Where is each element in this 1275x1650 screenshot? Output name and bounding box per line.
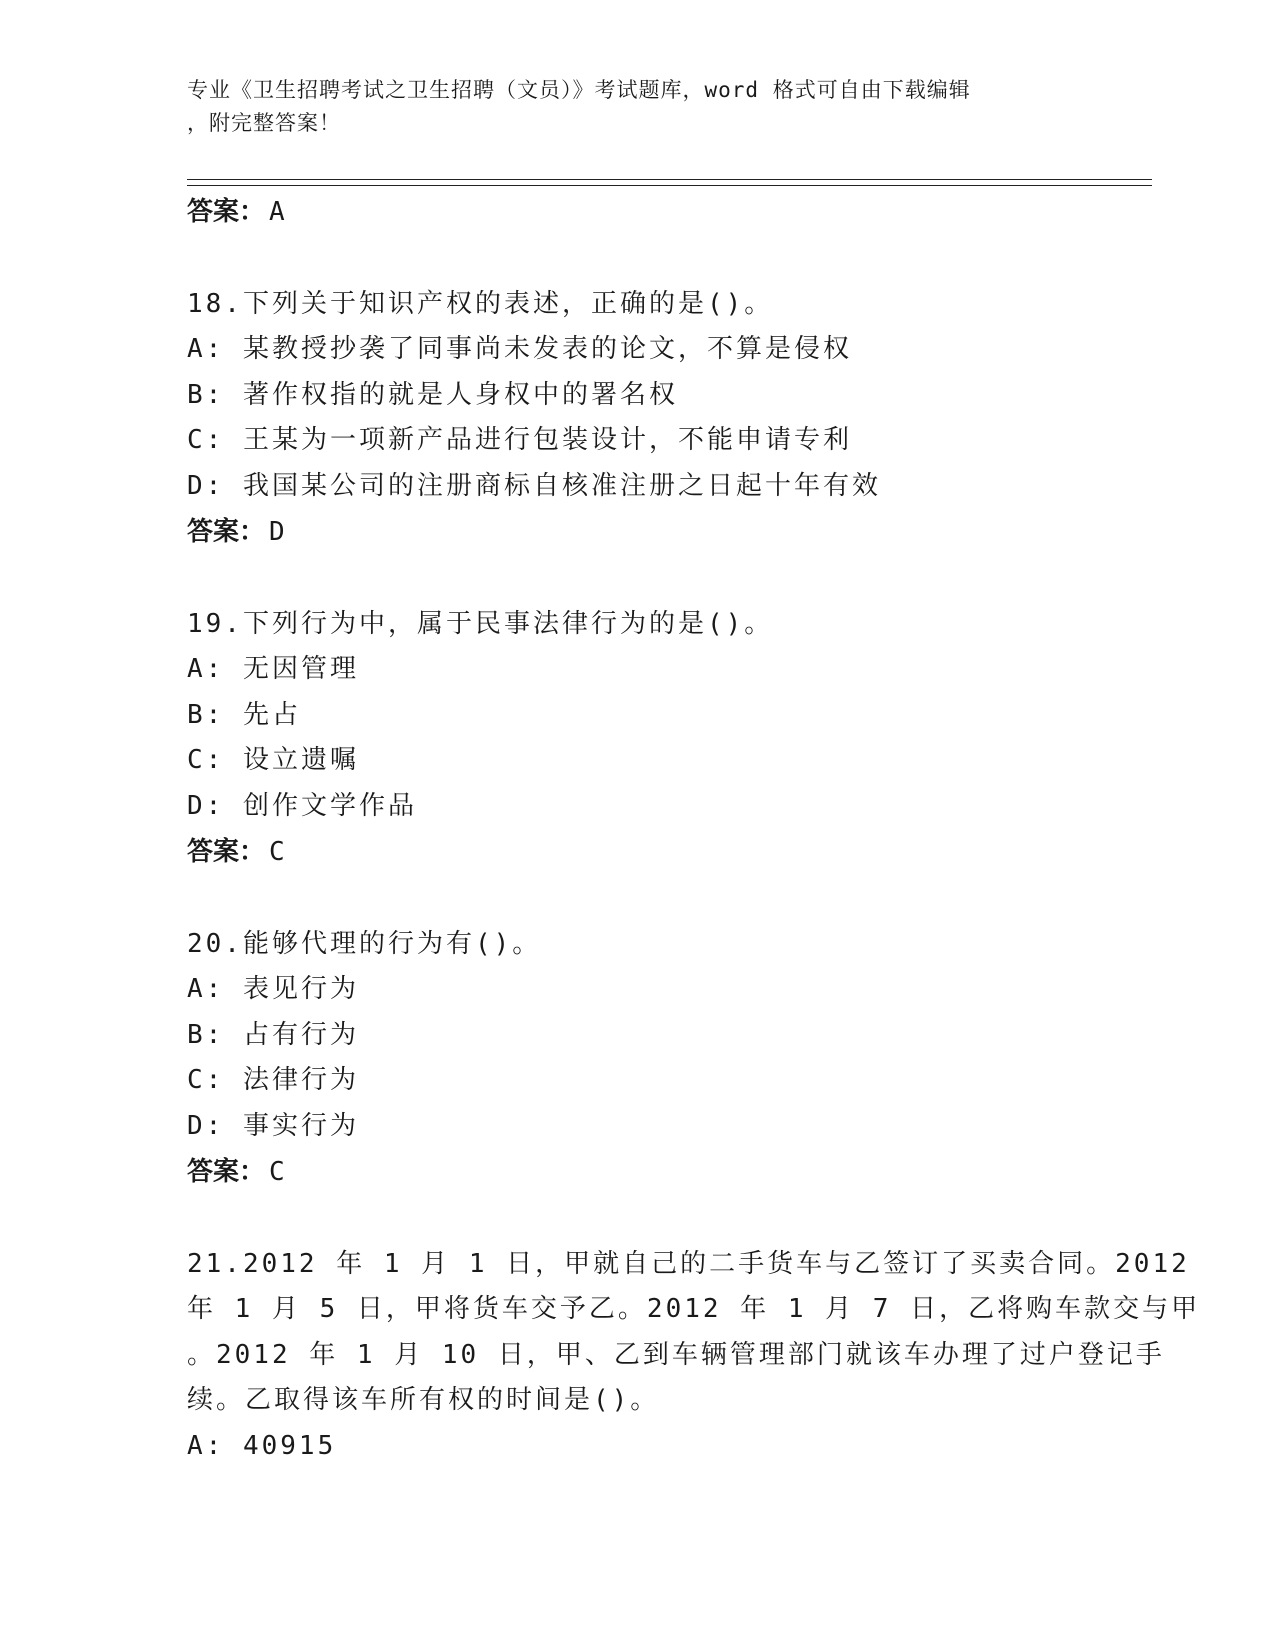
option-d: D: 我国某公司的注册商标自核准注册之日起十年有效 xyxy=(187,470,881,501)
answer-value: C xyxy=(269,1157,285,1187)
option-c: C: 法律行为 xyxy=(187,1065,359,1095)
option-b: B: 著作权指的就是人身权中的署名权 xyxy=(187,379,678,410)
question-stem: 20.能够代理的行为有()。 xyxy=(187,928,542,959)
option-a: A: 40915 xyxy=(187,1430,337,1461)
question-stem-line-1: 21.2012 年 1 月 1 日，甲就自己的二手货车与乙签订了买卖合同。2012 xyxy=(187,1248,1190,1279)
answer-label: 答案： xyxy=(187,836,266,866)
answer-label: 答案： xyxy=(187,196,266,226)
option-a: A: 某教授抄袭了同事尚未发表的论文，不算是侵权 xyxy=(187,334,852,364)
option-b: B: 占有行为 xyxy=(187,1019,359,1050)
option-c: C: 设立遗嘱 xyxy=(187,745,359,775)
answer-value: C xyxy=(269,837,285,867)
question-stem-line-2: 年 1 月 5 日，甲将货车交予乙。2012 年 1 月 7 日，乙将购车款交与甲 xyxy=(187,1294,1201,1324)
option-a: A: 表见行为 xyxy=(187,974,359,1004)
question-stem: 19.下列行为中，属于民事法律行为的是()。 xyxy=(187,608,774,639)
answer-19 xyxy=(187,829,1087,875)
question-content xyxy=(187,189,1201,1469)
answer-value: A xyxy=(269,197,285,227)
header-line-1: 专业《卫生招聘考试之卫生招聘（文员）》考试题库，word 格式可自由下载编辑 xyxy=(187,78,971,102)
question-18 xyxy=(187,282,1087,555)
header-line-2: ，附完整答案！ xyxy=(187,111,341,135)
option-c: C: 王某为一项新产品进行包装设计，不能申请专利 xyxy=(187,425,852,455)
answer-label: 答案： xyxy=(187,1156,266,1186)
question-20 xyxy=(187,922,1087,1195)
header-divider xyxy=(187,179,1152,186)
option-a: A: 无因管理 xyxy=(187,654,359,684)
option-d: D: 创作文学作品 xyxy=(187,790,417,821)
option-b: B: 先占 xyxy=(187,699,301,730)
answer-17 xyxy=(187,189,1087,235)
question-stem-line-3: 。2012 年 1 月 10 日，甲、乙到车辆管理部门就该车办理了过户登记手 xyxy=(187,1339,1165,1370)
answer-20 xyxy=(187,1149,1087,1195)
question-19 xyxy=(187,602,1087,875)
answer-18 xyxy=(187,509,1087,555)
answer-label: 答案： xyxy=(187,516,266,546)
question-21 xyxy=(187,1242,1201,1470)
answer-value: D xyxy=(269,517,285,547)
option-d: D: 事实行为 xyxy=(187,1110,359,1141)
question-stem: 18.下列关于知识产权的表述，正确的是()。 xyxy=(187,288,774,319)
page-header xyxy=(187,74,1067,140)
question-stem-line-4: 续。乙取得该车所有权的时间是()。 xyxy=(187,1385,660,1415)
